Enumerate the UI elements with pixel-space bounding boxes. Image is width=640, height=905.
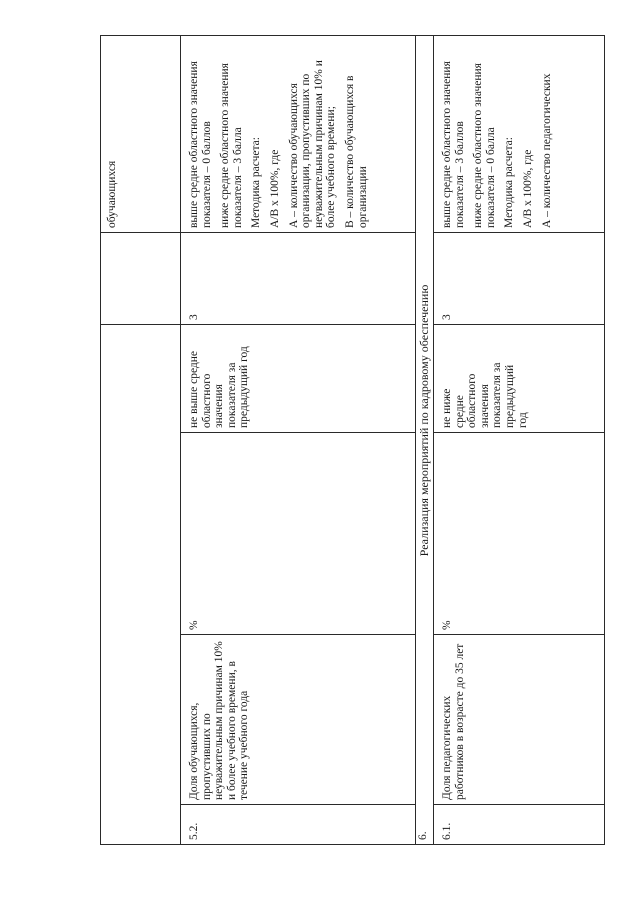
criteria-line: А – количество педагогических <box>540 73 553 228</box>
criteria-line: А/В х 100%, где <box>268 149 281 228</box>
row-6-1-criteria <box>433 36 604 233</box>
section-6-title: Реализация мероприятий по кадровому обеспечению <box>417 284 431 557</box>
criteria-line: выше средне областного значения показателя – 3 баллов <box>441 61 466 228</box>
criteria-line: Методика расчета: <box>503 137 516 228</box>
rotated-table <box>100 35 605 845</box>
criteria-line: В – количество обучающихся в организации <box>343 75 369 228</box>
row-5-2-indicator: Доля обучающихся, пропустивших по неуважительным причинам 10% и более учебного времени, в течение учебного года <box>188 641 251 800</box>
row-5-2-unit: % <box>188 620 200 630</box>
row-5-2-criteria <box>180 36 415 233</box>
row-6-1-score: 3 <box>441 314 453 320</box>
criteria-line: А – количество обучающихся организации, пропустивших по неуважительным причинам 10% и более учебного времени; <box>287 60 338 228</box>
criteria-line: выше средне областного значения показателя – 0 баллов <box>188 61 213 228</box>
row-6-1-target: не ниже средне областного значения показателя за предыдущий год <box>441 362 529 428</box>
row-5-2-target: не выше средне областного значения показателя за предыдущий год <box>188 346 251 428</box>
criteria-line: Методика расчета: <box>250 137 263 228</box>
row-6-1-indicator: Доля педагогических работников в возрасте до 35 лет <box>441 643 466 800</box>
criteria-line: А/В х 100%, где <box>521 149 534 228</box>
row-5-2-number: 5.2. <box>188 822 200 840</box>
rule-bottom <box>604 35 605 845</box>
section-6-number: 6. <box>417 831 429 840</box>
criteria-line: ниже средне областного значения показателя – 0 балла <box>472 63 497 228</box>
row-6-1-number: 6.1. <box>441 822 453 840</box>
row-6-1-unit: % <box>441 620 453 630</box>
criteria-line: ниже средне областного значения показателя – 3 балла <box>219 63 244 228</box>
top-row-criteria: обучающихся <box>106 160 118 228</box>
row-5-2-score: 3 <box>188 314 200 320</box>
